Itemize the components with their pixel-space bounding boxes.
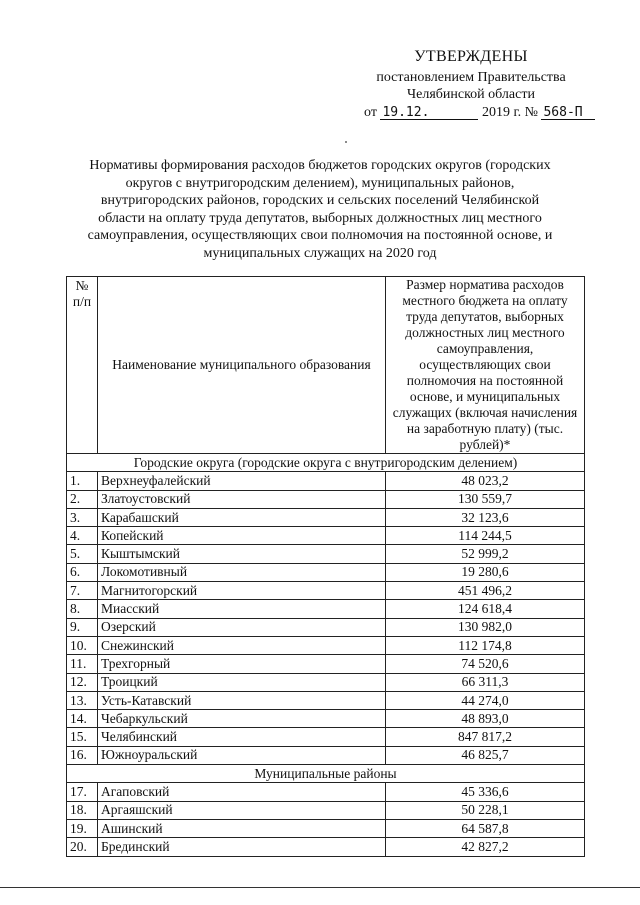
row-value: 48 023,2 xyxy=(386,472,585,490)
row-name: Озерский xyxy=(98,618,386,636)
row-number: 17. xyxy=(67,783,98,801)
table-row xyxy=(67,673,585,691)
table-row xyxy=(67,819,585,837)
row-number: 8. xyxy=(67,600,98,618)
header-row xyxy=(67,277,585,454)
row-value: 19 280,6 xyxy=(386,563,585,581)
row-name: Ашинский xyxy=(98,819,386,837)
row-number: 19. xyxy=(67,819,98,837)
table-row xyxy=(67,545,585,563)
table-row xyxy=(67,746,585,764)
row-number: 12. xyxy=(67,673,98,691)
section-row xyxy=(67,454,585,472)
row-value: 52 999,2 xyxy=(386,545,585,563)
row-number: 6. xyxy=(67,563,98,581)
row-number: 9. xyxy=(67,618,98,636)
table-row xyxy=(67,691,585,709)
scan-speck xyxy=(345,141,347,143)
approval-line-2: Челябинской области xyxy=(407,87,535,102)
row-value: 112 174,8 xyxy=(386,636,585,654)
row-value: 44 274,0 xyxy=(386,691,585,709)
row-number: 15. xyxy=(67,728,98,746)
row-number: 4. xyxy=(67,527,98,545)
row-number: 20. xyxy=(67,838,98,856)
row-number: 5. xyxy=(67,545,98,563)
approval-line-1: постановлением Правительства xyxy=(376,70,566,85)
row-value: 48 893,0 xyxy=(386,710,585,728)
row-value: 64 587,8 xyxy=(386,819,585,837)
row-number: 2. xyxy=(67,490,98,508)
row-value: 50 228,1 xyxy=(386,801,585,819)
row-value: 114 244,5 xyxy=(386,527,585,545)
row-value: 42 827,2 xyxy=(386,838,585,856)
document-title: Нормативы формирования расходов бюджетов городских округов (городских округов с внутригородским делением), муниципальных районов, внутригородских районов, городских и сельских поселений Челябинской области на оплату труда депутатов, выборных должностных лиц местного самоуправления, осуществляющих свои полномочия на постоянной основе, и муниципальных служащих на 2020 год xyxy=(87,158,553,261)
row-value: 124 618,4 xyxy=(386,600,585,618)
table-row xyxy=(67,582,585,600)
row-name: Чебаркульский xyxy=(98,710,386,728)
row-value: 66 311,3 xyxy=(386,673,585,691)
row-name: Трехгорный xyxy=(98,655,386,673)
row-number: 3. xyxy=(67,508,98,526)
row-name: Миасский xyxy=(98,600,386,618)
table-row xyxy=(67,710,585,728)
row-name: Агаповский xyxy=(98,783,386,801)
row-name: Кыштымский xyxy=(98,545,386,563)
section-title: Городские округа (городские округа с внутригородским делением) xyxy=(67,454,585,472)
section-title: Муниципальные районы xyxy=(67,765,585,783)
table-row xyxy=(67,636,585,654)
table-row xyxy=(67,801,585,819)
row-name: Усть-Катавский xyxy=(98,691,386,709)
table-row xyxy=(67,600,585,618)
table-row xyxy=(67,490,585,508)
approval-date-line xyxy=(360,104,582,121)
row-number: 11. xyxy=(67,655,98,673)
approval-year: 2019 г. № xyxy=(481,105,538,120)
row-value: 32 123,6 xyxy=(386,508,585,526)
table-row xyxy=(67,838,585,856)
section-row xyxy=(67,765,585,783)
row-name: Верхнеуфалейский xyxy=(98,472,386,490)
row-number: 14. xyxy=(67,710,98,728)
table-row xyxy=(67,472,585,490)
row-number: 16. xyxy=(67,746,98,764)
approval-date: 19.12. xyxy=(380,106,478,120)
table-row xyxy=(67,508,585,526)
row-name: Аргаяшский xyxy=(98,801,386,819)
table-row xyxy=(67,728,585,746)
row-name: Брединский xyxy=(98,838,386,856)
row-value: 451 496,2 xyxy=(386,582,585,600)
norms-table xyxy=(66,276,585,857)
row-value: 130 559,7 xyxy=(386,490,585,508)
bottom-rule xyxy=(0,887,640,888)
table-row xyxy=(67,655,585,673)
row-name: Златоустовский xyxy=(98,490,386,508)
row-name: Копейский xyxy=(98,527,386,545)
row-number: 10. xyxy=(67,636,98,654)
row-number: 1. xyxy=(67,472,98,490)
approval-heading: УТВЕРЖДЕНЫ xyxy=(414,48,528,65)
row-value: 46 825,7 xyxy=(386,746,585,764)
row-value: 130 982,0 xyxy=(386,618,585,636)
row-number: 13. xyxy=(67,691,98,709)
row-value: 847 817,2 xyxy=(386,728,585,746)
row-name: Южноуральский xyxy=(98,746,386,764)
approval-number: 568-П xyxy=(541,106,595,120)
row-value: 74 520,6 xyxy=(386,655,585,673)
approval-block xyxy=(360,48,582,121)
row-name: Снежинский xyxy=(98,636,386,654)
header-name: Наименование муниципального образования xyxy=(98,277,386,454)
row-name: Магнитогорский xyxy=(98,582,386,600)
row-name: Челябинский xyxy=(98,728,386,746)
table-row xyxy=(67,527,585,545)
row-name: Троицкий xyxy=(98,673,386,691)
row-number: 18. xyxy=(67,801,98,819)
row-number: 7. xyxy=(67,582,98,600)
date-prefix: от xyxy=(364,105,377,120)
row-name: Локомотивный xyxy=(98,563,386,581)
row-value: 45 336,6 xyxy=(386,783,585,801)
table-row xyxy=(67,618,585,636)
table-row xyxy=(67,563,585,581)
table-row xyxy=(67,783,585,801)
header-num: № п/п xyxy=(67,277,98,454)
table-body xyxy=(67,454,585,857)
row-name: Карабашский xyxy=(98,508,386,526)
table-header xyxy=(67,277,585,454)
header-size: Размер норматива расходов местного бюджета на оплату труда депутатов, выборных должностных лиц местного самоуправления, осуществляющих свои полномочия на постоянной основе, и муниципальных служащих (включая начисления на заработную плату) (тыс. рублей)* xyxy=(386,277,585,454)
